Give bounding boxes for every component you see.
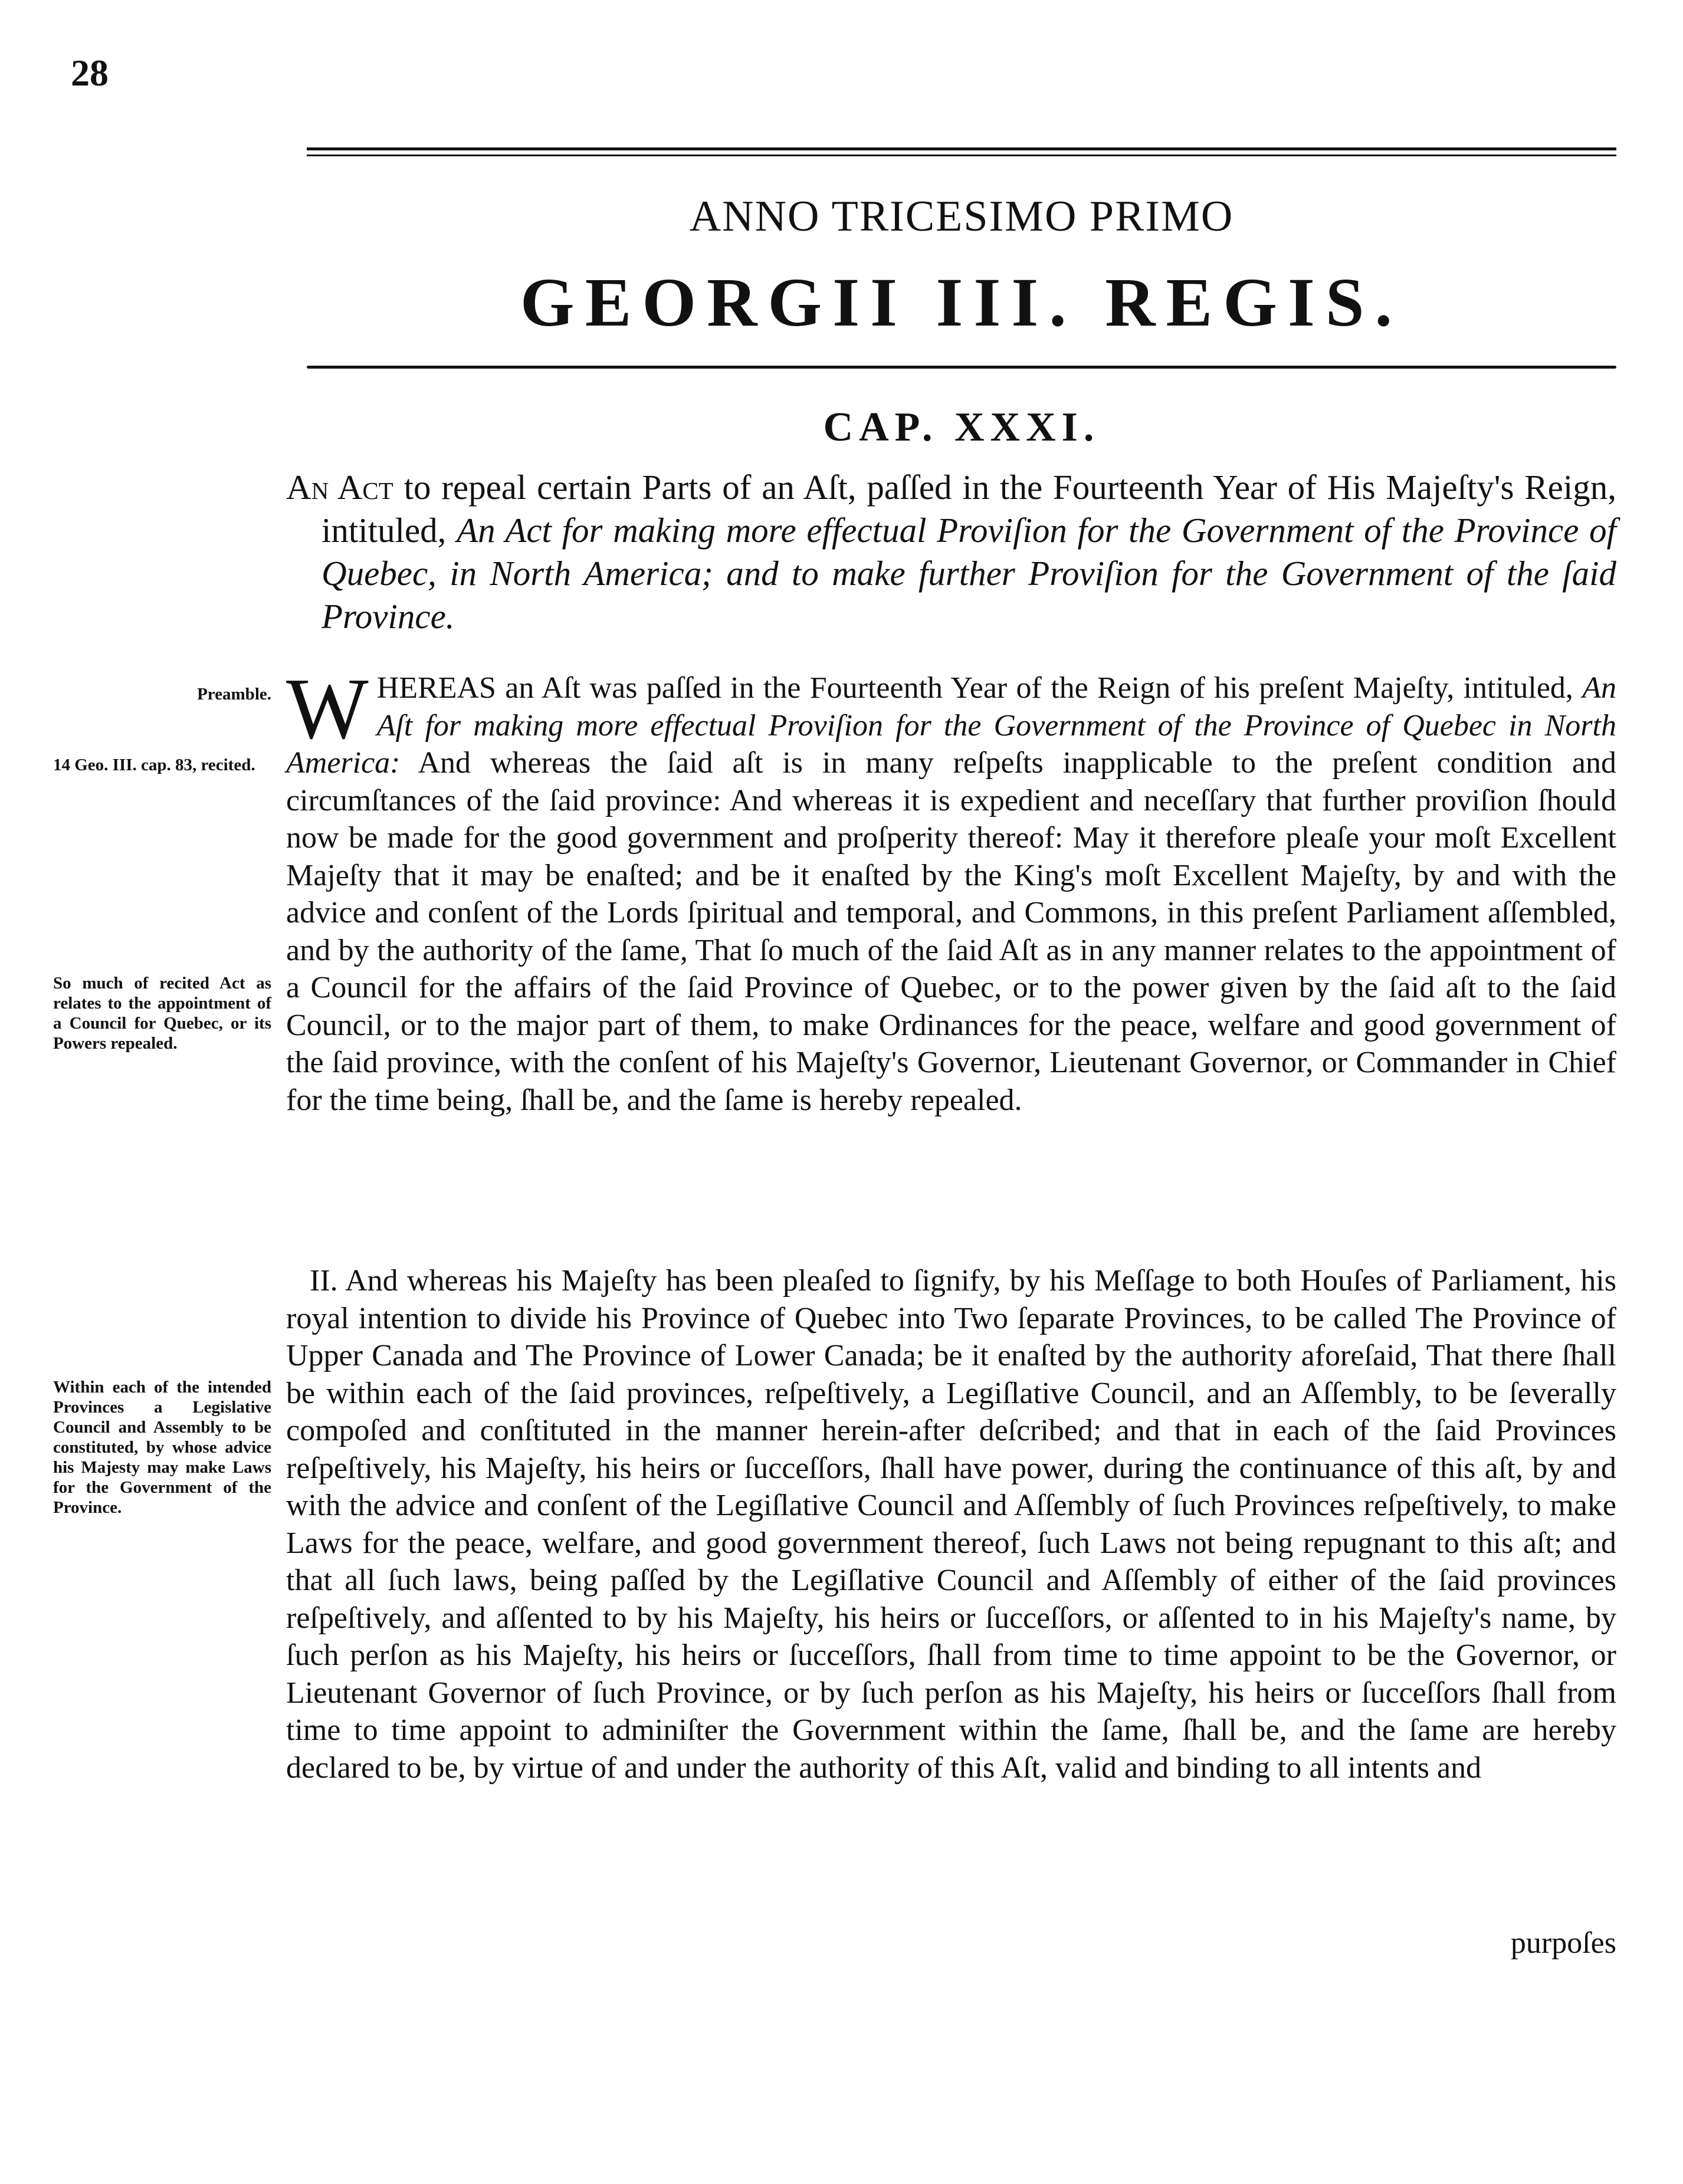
margin-note-within-each: Within each of the intended Provinces a Legislative Council and Assembly to be constituted, by whose advice his Majesty may make Laws for the Government of the Province. xyxy=(53,1378,271,1517)
paragraph-preamble-italic: An Aſt for making more effectual Proviſion for the Government of the Province of Quebec in North America: xyxy=(286,671,1616,780)
top-double-rule-upper xyxy=(307,147,1616,150)
page-number: 28 xyxy=(71,52,109,94)
chapter-heading: CAP. XXXI. xyxy=(823,405,1100,450)
act-title xyxy=(286,466,1616,638)
drop-cap: W xyxy=(286,661,369,757)
paragraph-preamble-text-a: HEREAS an Aſt was paſſed in the Fourteenth Year of the Reign of his preſent Majeſty, intituled, xyxy=(376,671,1583,705)
heading-anno: ANNO TRICESIMO PRIMO xyxy=(689,192,1234,241)
top-double-rule-lower xyxy=(307,155,1616,156)
margin-note-recited: 14 Geo. III. cap. 83, recited. xyxy=(53,756,255,774)
act-title-lead: An Act xyxy=(286,468,393,507)
paragraph-preamble xyxy=(286,661,1616,1119)
act-title-italic: An Act for making more effectual Proviſion for the Government of the Province of Quebec, in North America; and to make further Proviſion for the Government of the ſaid Province. xyxy=(321,511,1616,636)
paragraph-section-2: II. And whereas his Majeſty has been pleaſed to ſignify, by his Meſſage to both Houſes of Parliament, his royal intention to divide his Province of Quebec into Two ſeparate Provinces, to be called The Province of Upper Canada and The Province of Lower Canada; be it enaſted by the authority aforeſaid, That there ſhall be within each of the ſaid provinces, reſpeſtively, a Legiſlative Council, and an Aſſembly, to be ſeverally compoſed and conſtituted in the manner herein-after deſcribed; and that in each of the ſaid Provinces reſpeſtively, his Majeſty, his heirs or ſucceſſors, ſhall have power, during the continuance of this aſt, by and with the advice and conſent of the Legiſlative Council and Aſſembly of ſuch Provinces reſpeſtively, to make Laws for the peace, welfare, and good government thereof, ſuch Laws not being repugnant to this aſt; and that all ſuch laws, being paſſed by the Legiſlative Council and Aſſembly of either of the ſaid provinces reſpeſtively, and aſſented to by his Majeſty, his heirs or ſucceſſors, or aſſented to in his Majeſty's name, by ſuch perſon as his Majeſty, his heirs or ſucceſſors, ſhall from time to time appoint to be the Governor, or Lieutenant Governor of ſuch Province, or by ſuch perſon as his Majeſty, his heirs or ſucceſſors ſhall from time to time appoint to adminiſter the Government within the ſame, ſhall be, and the ſame are hereby declared to be, by virtue of and under the authority of this Aſt, valid and binding to all intents and xyxy=(286,1264,1616,1785)
heading-georgii: GEORGII III. REGIS. xyxy=(520,264,1403,341)
catchword: purpoſes xyxy=(1510,1926,1616,1960)
mid-rule xyxy=(307,366,1616,369)
margin-note-preamble: Preamble. xyxy=(197,685,271,704)
act-title-text: to repeal certain Parts of an Aſt, paſſed in the Fourteenth Year of His Majeſty's Reign, intituled, xyxy=(321,468,1616,550)
margin-note-so-much: So much of recited Act as relates to the appointment of a Council for Quebec, or its Powers repealed. xyxy=(53,974,271,1053)
paragraph-preamble-text-b: And whereas the ſaid aſt is in many reſpeſts inapplicable to the preſent condition and circumſtances of the ſaid province: And whereas it is expedient and neceſſary that further proviſion ſhould now be made for the good government and proſperity thereof: May it therefore pleaſe your moſt Excellent Majeſty that it may be enaſted; and be it enaſted by the King's moſt Excellent Majeſty, by and with the advice and conſent of the Lords ſpiritual and temporal, and Commons, in this preſent Parliament aſſembled, and by the authority of the ſame, That ſo much of the ſaid Aſt as in any manner relates to the appointment of a Council for the affairs of the ſaid Province of Quebec, or to the power given by the ſaid aſt to the ſaid Council, or to the major part of them, to make Ordinances for the peace, welfare and good government of the ſaid province, with the conſent of his Majeſty's Governor, Lieutenant Governor, or Commander in Chief for the time being, ſhall be, and the ſame is hereby repealed. xyxy=(286,746,1616,1117)
